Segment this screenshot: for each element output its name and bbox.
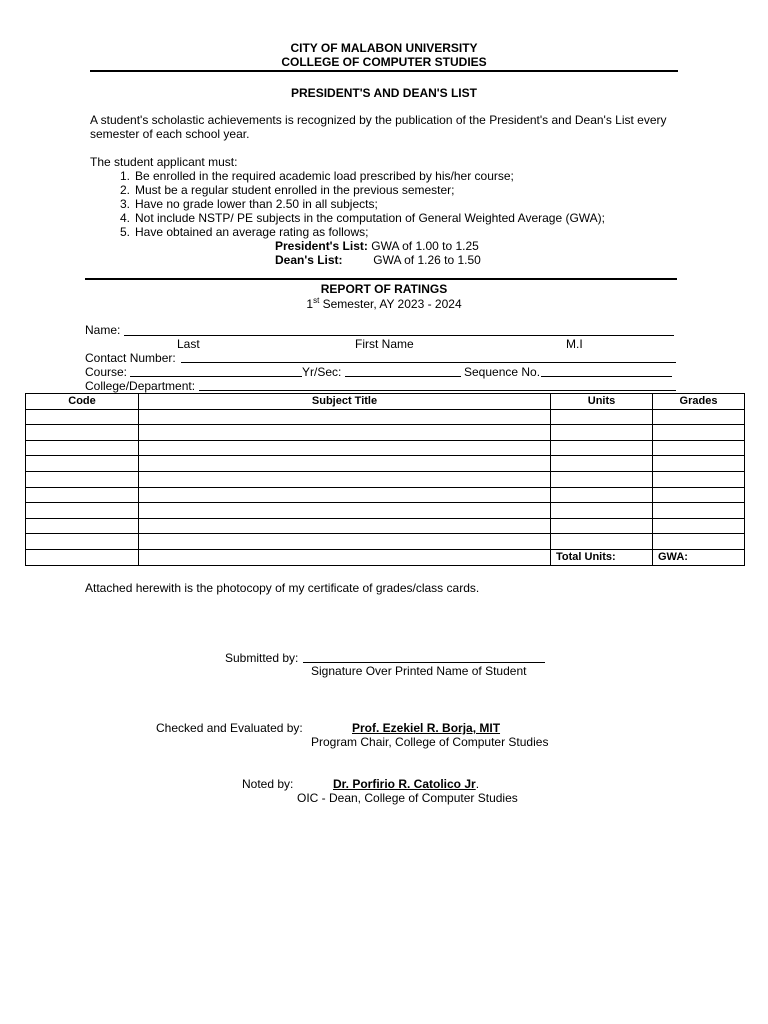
grade-cell[interactable] <box>653 456 745 472</box>
table-row <box>26 456 745 472</box>
page-title: PRESIDENT'S AND DEAN'S LIST <box>291 86 477 100</box>
code-cell[interactable] <box>26 549 139 565</box>
presidents-list-value: GWA of 1.00 to 1.25 <box>371 239 479 253</box>
list-text: Must be a regular student enrolled in the previous semester; <box>135 183 455 197</box>
subject-title-cell[interactable] <box>139 487 551 503</box>
code-cell[interactable] <box>26 409 139 425</box>
code-cell[interactable] <box>26 456 139 472</box>
course-field[interactable] <box>130 376 302 377</box>
contact-label: Contact Number: <box>85 351 176 365</box>
units-cell[interactable] <box>551 518 653 534</box>
grade-cell[interactable] <box>653 534 745 550</box>
grade-cell[interactable] <box>653 471 745 487</box>
contact-field[interactable] <box>181 362 676 363</box>
semester-text: Semester, AY 2023 - 2024 <box>319 297 462 311</box>
deans-list-value: GWA of 1.26 to 1.50 <box>373 253 481 267</box>
college-department-label: College/Department: <box>85 379 196 393</box>
code-cell[interactable] <box>26 487 139 503</box>
list-item <box>119 183 695 197</box>
column-header-grades: Grades <box>653 394 745 410</box>
table-row <box>26 534 745 550</box>
college-name: COLLEGE OF COMPUTER STUDIES <box>281 55 487 69</box>
first-name-caption: First Name <box>355 337 414 351</box>
subject-title-cell[interactable] <box>139 425 551 441</box>
yrsec-field[interactable] <box>345 376 461 377</box>
dean-title: OIC - Dean, College of Computer Studies <box>297 791 518 805</box>
code-cell[interactable] <box>26 471 139 487</box>
list-number: 5. <box>119 225 130 239</box>
semester-number: 1 <box>306 297 314 311</box>
table-row <box>26 425 745 441</box>
dean-name-line <box>333 777 479 791</box>
subject-title-cell[interactable] <box>139 471 551 487</box>
column-header-code: Code <box>26 394 139 410</box>
table-row <box>26 409 745 425</box>
list-text: Have obtained an average rating as follows; <box>135 225 369 239</box>
intro-paragraph: A student's scholastic achievements is recognized by the publication of the President's and Dean's List every semester of each school year. <box>90 113 667 141</box>
units-cell[interactable] <box>551 409 653 425</box>
header-divider <box>90 70 678 72</box>
grades-table <box>25 393 745 566</box>
grade-cell[interactable] <box>653 440 745 456</box>
subject-title-cell[interactable] <box>139 534 551 550</box>
table-header-row <box>26 394 745 410</box>
total-units-label: Total Units: <box>551 549 653 565</box>
code-cell[interactable] <box>26 503 139 519</box>
university-name: CITY OF MALABON UNIVERSITY <box>290 41 478 55</box>
semester-ordinal: st <box>313 296 320 305</box>
subject-title-cell[interactable] <box>139 503 551 519</box>
deans-list-line <box>275 253 481 267</box>
grade-cell[interactable] <box>653 487 745 503</box>
last-name-caption: Last <box>177 337 200 351</box>
subject-title-cell[interactable] <box>139 456 551 472</box>
list-number: 3. <box>119 197 130 211</box>
code-cell[interactable] <box>26 425 139 441</box>
list-number: 1. <box>119 169 130 183</box>
yrsec-label: Yr/Sec: <box>302 365 342 379</box>
column-header-units: Units <box>551 394 653 410</box>
attached-note: Attached herewith is the photocopy of my certificate of grades/class cards. <box>85 581 480 595</box>
units-cell[interactable] <box>551 456 653 472</box>
list-item <box>119 211 695 225</box>
list-text: Have no grade lower than 2.50 in all subjects; <box>135 197 378 211</box>
dean-name-period: . <box>475 777 480 791</box>
submitted-by-label: Submitted by: <box>225 651 299 665</box>
units-cell[interactable] <box>551 440 653 456</box>
list-item <box>119 197 695 211</box>
subject-title-cell[interactable] <box>139 440 551 456</box>
list-text: Not include NSTP/ PE subjects in the computation of General Weighted Average (GWA); <box>135 211 606 225</box>
signature-caption: Signature Over Printed Name of Student <box>311 664 527 678</box>
gwa-label: GWA: <box>653 549 745 565</box>
table-row <box>26 440 745 456</box>
noted-by-label: Noted by: <box>242 777 294 791</box>
table-row <box>26 503 745 519</box>
name-field[interactable] <box>124 335 674 336</box>
code-cell[interactable] <box>26 440 139 456</box>
code-cell[interactable] <box>26 518 139 534</box>
middle-initial-caption: M.I <box>566 337 583 351</box>
subject-title-cell[interactable] <box>139 549 551 565</box>
college-department-field[interactable] <box>199 390 676 391</box>
presidents-list-label: President's List: <box>275 239 368 253</box>
grade-cell[interactable] <box>653 409 745 425</box>
column-header-subject-title: Subject Title <box>139 394 551 410</box>
name-label: Name: <box>85 323 121 337</box>
requirements-lead: The student applicant must: <box>90 155 238 169</box>
list-text: Be enrolled in the required academic load prescribed by his/her course; <box>135 169 514 183</box>
semester-line <box>0 296 768 311</box>
table-row <box>26 487 745 503</box>
units-cell[interactable] <box>551 471 653 487</box>
list-item <box>119 225 695 239</box>
deans-list-label: Dean's List: <box>275 253 343 267</box>
table-row <box>26 518 745 534</box>
program-chair-title: Program Chair, College of Computer Studies <box>311 735 549 749</box>
units-cell[interactable] <box>551 534 653 550</box>
units-cell[interactable] <box>551 425 653 441</box>
course-label: Course: <box>85 365 128 379</box>
grade-cell[interactable] <box>653 518 745 534</box>
units-cell[interactable] <box>551 503 653 519</box>
grade-cell[interactable] <box>653 503 745 519</box>
report-title: REPORT OF RATINGS <box>320 282 448 296</box>
checked-by-label: Checked and Evaluated by: <box>156 721 303 735</box>
subject-title-cell[interactable] <box>139 409 551 425</box>
table-total-row <box>26 549 745 565</box>
code-cell[interactable] <box>26 534 139 550</box>
grade-cell[interactable] <box>653 425 745 441</box>
presidents-list-line <box>275 239 479 253</box>
section-divider <box>85 278 677 280</box>
table-row <box>26 471 745 487</box>
dean-name: Dr. Porfirio R. Catolico Jr <box>333 777 476 791</box>
sequence-label: Sequence No. <box>464 365 541 379</box>
student-signature-line[interactable] <box>303 662 545 663</box>
list-number: 2. <box>119 183 130 197</box>
requirements-list <box>119 169 695 239</box>
list-item <box>119 169 695 183</box>
units-cell[interactable] <box>551 487 653 503</box>
program-chair-name: Prof. Ezekiel R. Borja, MIT <box>352 721 501 735</box>
list-number: 4. <box>119 211 130 225</box>
subject-title-cell[interactable] <box>139 518 551 534</box>
sequence-field[interactable] <box>541 376 672 377</box>
